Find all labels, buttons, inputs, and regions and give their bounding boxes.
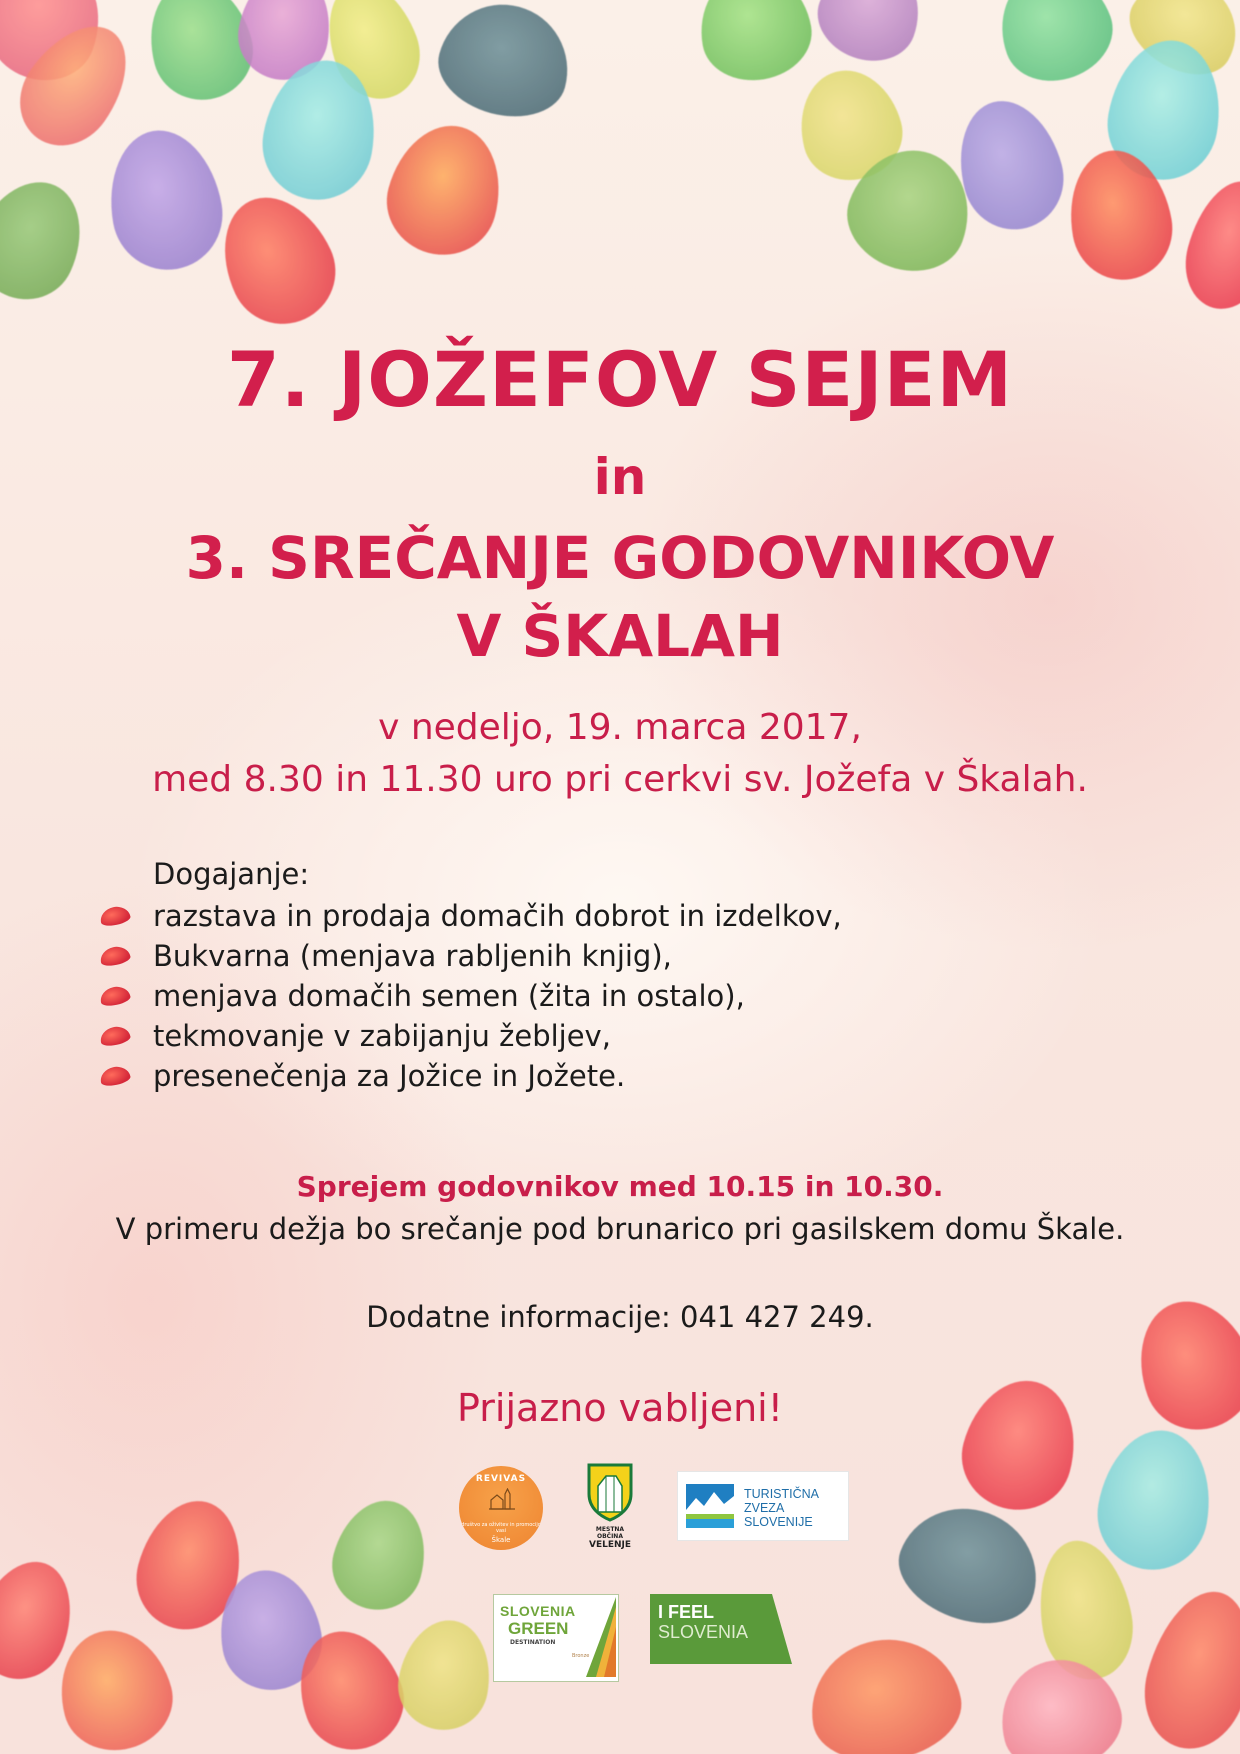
petal-bullet-icon [98,904,131,928]
tzs-line-1: TURISTIČNA [744,1487,819,1501]
event-time-place: med 8.30 in 11.30 uro pri cerkvi sv. Jožefa v Škalah. [152,759,1088,800]
velenje-line-1: MESTNA OBČINA [595,1526,625,1540]
event-date: v nedeljo, 19. marca 2017, [378,707,862,748]
tzs-emblem-icon [686,1484,734,1528]
green-leaf-icon [580,1597,616,1677]
green-level: Bronze [572,1653,590,1659]
title-line-2: 3. SREČANJE GODOVNIKOV [185,524,1055,592]
i-feel-slovenia-logo [650,1594,792,1664]
title-line-1: 7. JOŽEFOV SEJEM [226,335,1014,424]
revivas-place: Škale [491,1536,511,1544]
petal-decoration [985,0,1126,95]
list-item [100,896,842,936]
revivas-tagline: društvo za oživitev in promocijo vasi [461,1522,541,1534]
tzs-line-2: ZVEZA [744,1501,785,1515]
velenje-crest-icon [586,1462,634,1522]
welcome-text: Prijazno vabljeni! [457,1386,783,1430]
event-item-text: menjava domačih semen (žita in ostalo), [153,979,745,1013]
petal-decoration [691,0,818,89]
green-line-3: DESTINATION [510,1639,556,1646]
list-item [100,936,842,976]
slovenia-green-logo [493,1594,619,1682]
petal-bullet-icon [98,984,131,1008]
title-connector: in [593,448,647,506]
petal-decoration [0,164,101,315]
events-heading: Dogajanje: [153,857,310,891]
petal-decoration [46,1618,183,1754]
events-list [100,896,842,1096]
petal-bullet-icon [98,1024,131,1048]
petal-decoration [1089,1422,1222,1579]
petal-decoration [99,122,232,279]
list-item [100,976,842,1016]
petal-decoration [801,1628,970,1754]
petal-decoration [375,113,515,267]
event-item-text: Bukvarna (menjava rabljenih knjig), [153,939,672,973]
event-item-text: tekmovanje v zabijanju žebljev, [153,1019,611,1053]
feel-line-2: SLOVENIA [658,1622,749,1642]
rain-note: V primeru dežja bo srečanje pod brunarico pri gasilskem domu Škale. [115,1212,1125,1246]
event-item-text: razstava in prodaja domačih dobrot in izdelkov, [153,899,842,933]
petal-decoration [885,1489,1054,1640]
petal-decoration [806,0,934,74]
tzs-line-3: SLOVENIJE [744,1515,813,1529]
church-icon [489,1488,515,1510]
petal-decoration [428,0,582,130]
revivas-logo [459,1466,543,1550]
list-item [100,1016,842,1056]
event-item-text: presenečenja za Jožice in Jožete. [153,1059,626,1093]
velenje-line-2: VELENJE [588,1540,632,1550]
petal-bullet-icon [98,944,131,968]
green-line-2: GREEN [508,1619,569,1638]
petal-decoration [1131,1580,1240,1754]
title-line-3: V ŠKALAH [456,602,784,670]
contact-info: Dodatne informacije: 041 427 249. [366,1300,874,1334]
petal-bullet-icon [98,1064,131,1088]
petal-decoration [1175,172,1240,318]
revivas-word: REVIVAS [475,1474,527,1484]
petal-decoration [391,1613,499,1737]
petal-decoration [202,179,352,341]
tzs-logo [677,1471,849,1541]
list-item [100,1056,842,1096]
feel-line-1: I FEEL [658,1602,715,1622]
reception-note: Sprejem godovnikov med 10.15 in 10.30. [296,1170,944,1203]
velenje-logo [582,1462,638,1554]
petal-decoration [322,1490,437,1620]
green-line-1: SLOVENIA [500,1603,576,1619]
